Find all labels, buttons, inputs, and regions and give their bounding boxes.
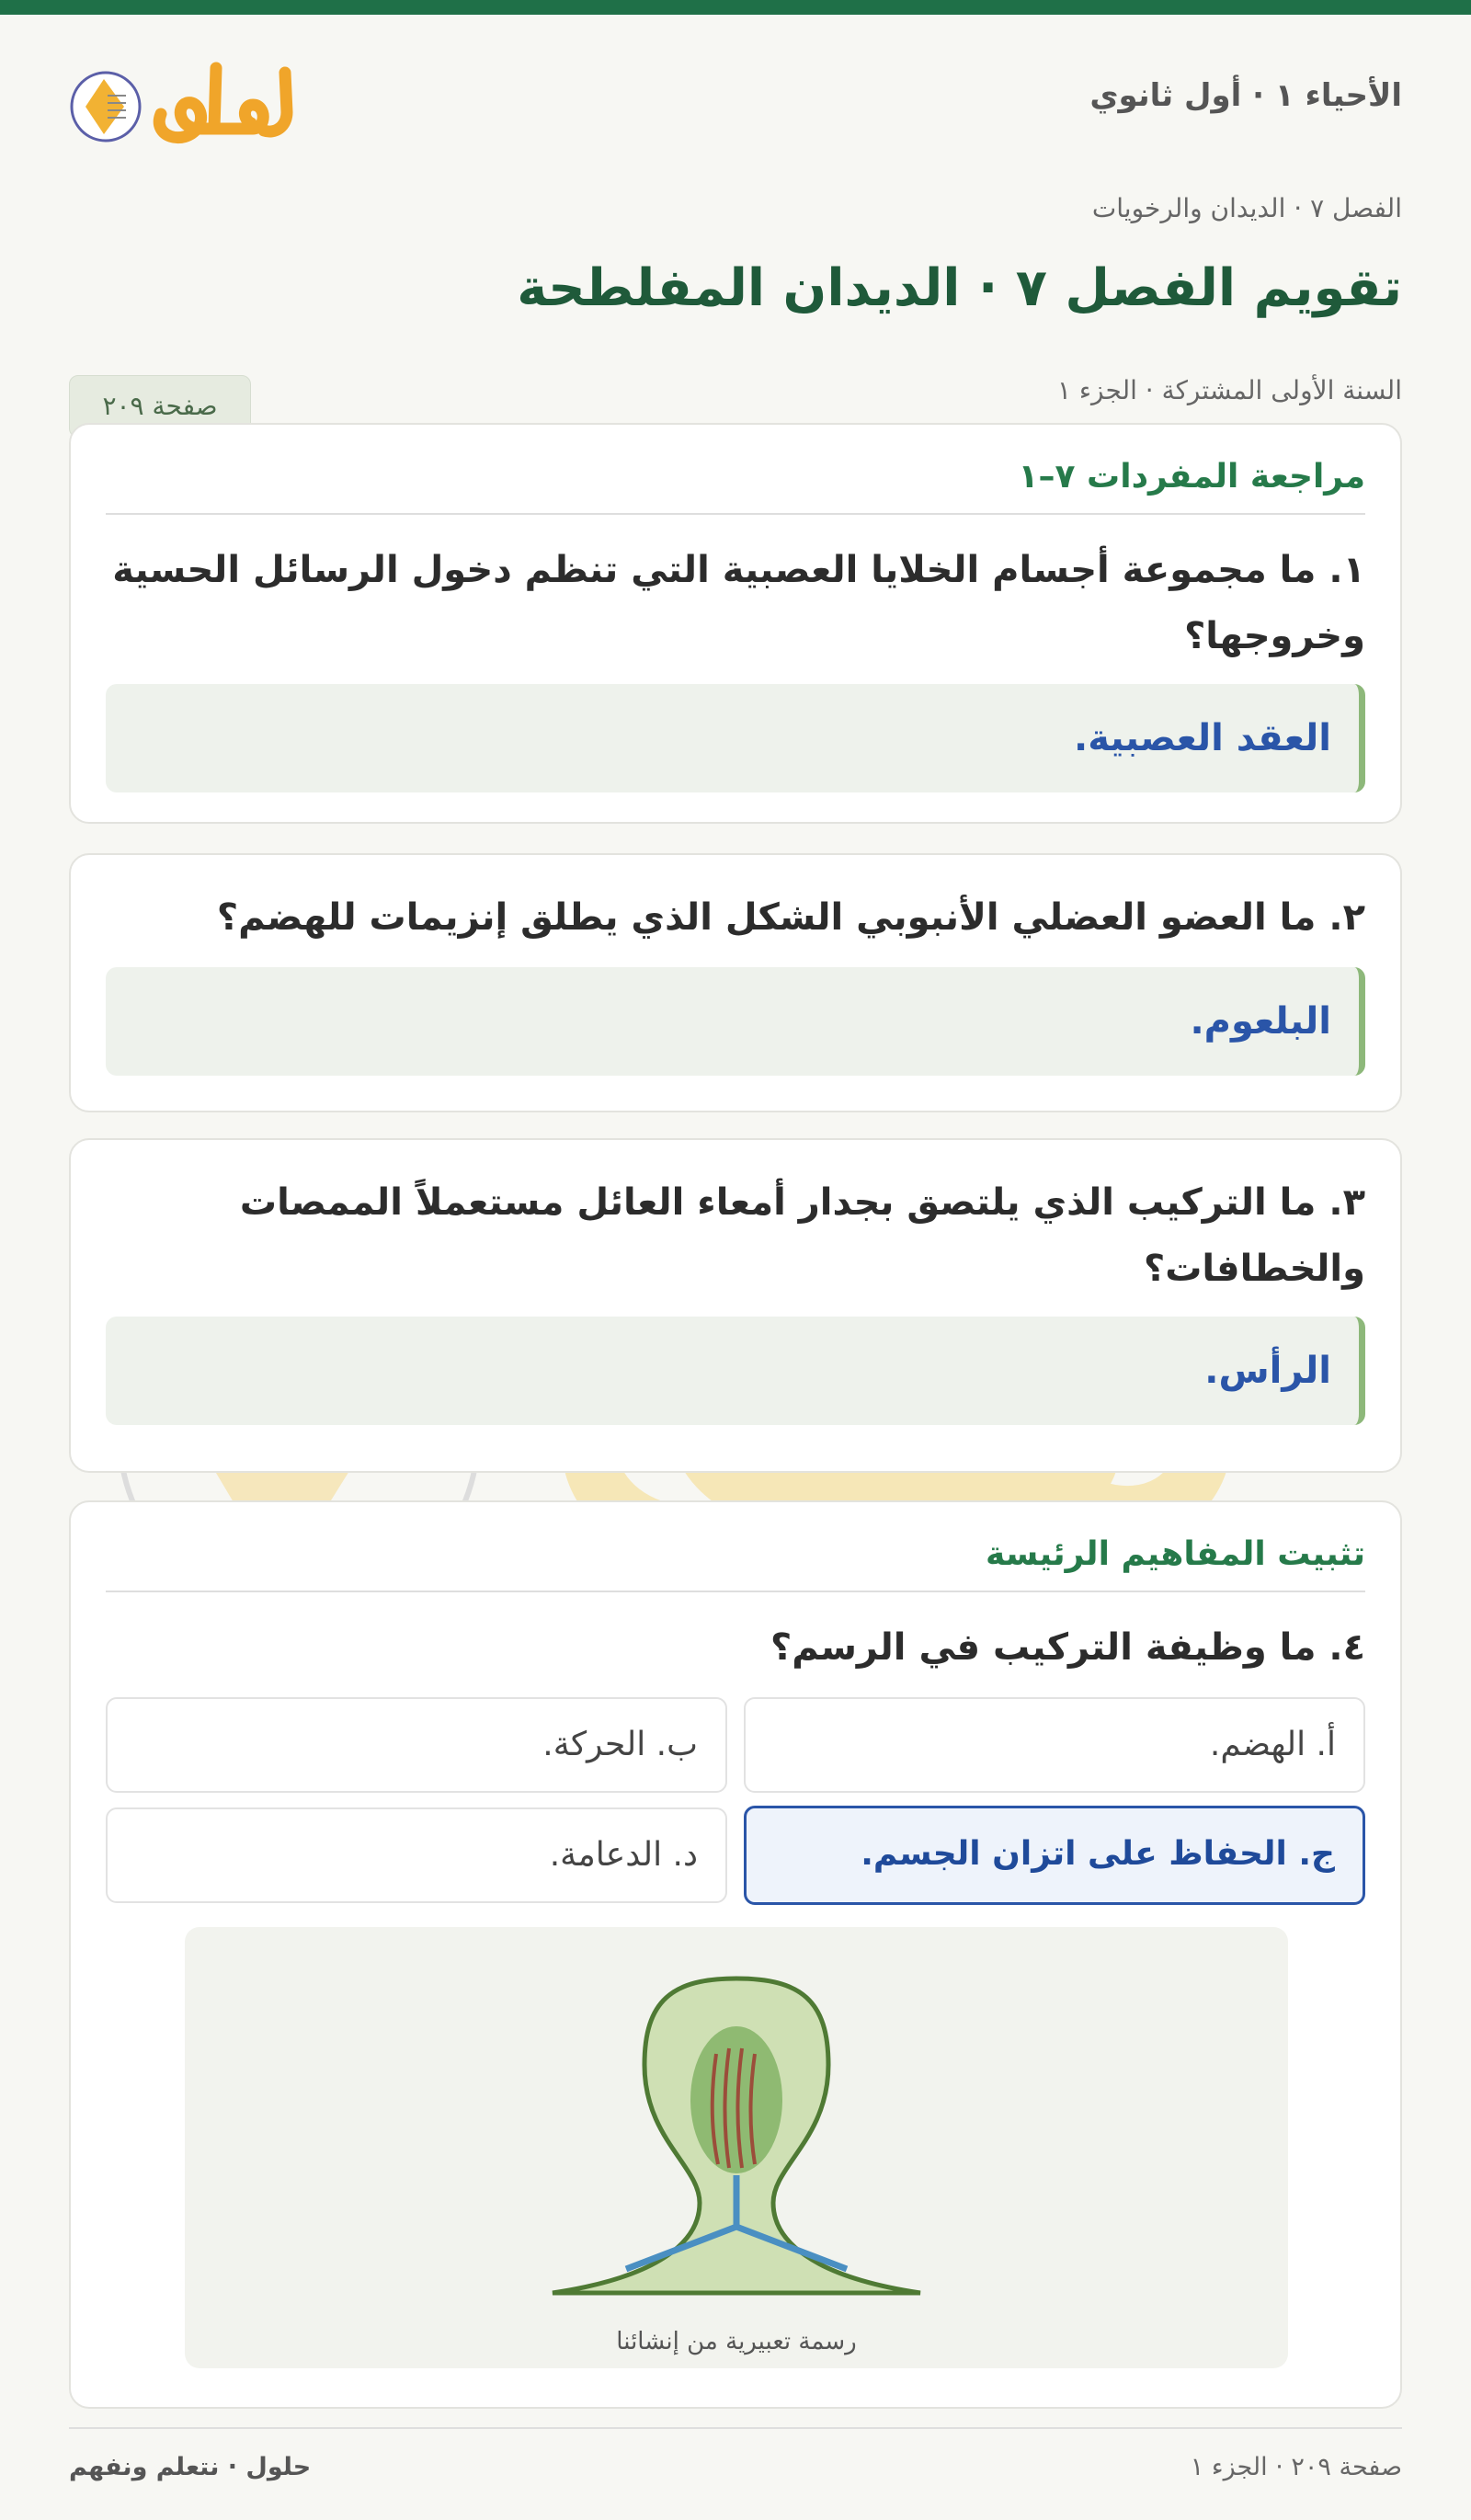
header [69, 15, 1402, 184]
vocab-question-3-card [69, 1138, 1402, 1473]
page-title: تقويم الفصل ٧ · الديدان المفلطحة [517, 258, 1402, 318]
option-a[interactable]: أ. الهضم. [744, 1697, 1365, 1793]
scolex-illustration [185, 1927, 1288, 2313]
page-number-badge: صفحة ٢٠٩ [69, 375, 251, 438]
footer-brand: حلول · نتعلم ونفهم [69, 2453, 312, 2481]
footer-divider [69, 2427, 1402, 2429]
divider [106, 513, 1365, 515]
page-meta [69, 336, 1402, 436]
divider [106, 1591, 1365, 1592]
breadcrumb[interactable]: الفصل ٧ · الديدان والرخويات [1091, 193, 1402, 223]
question-3: ٣. ما التركيب الذي يلتصق بجدار أمعاء العائل مستعملاً الممصات والخطافات؟ [239, 1181, 1365, 1290]
answer-1 [106, 684, 1365, 792]
year-label: السنة الأولى المشتركة · الجزء ١ [1056, 375, 1402, 405]
brand-logo[interactable] [69, 50, 317, 160]
answer-3-text: الرأس. [1204, 1350, 1331, 1392]
option-c-selected[interactable]: ج. الحفاظ على اتزان الجسم. [744, 1806, 1365, 1905]
section-title-concepts: تثبيت المفاهيم الرئيسة [985, 1535, 1365, 1573]
footer-page-info: صفحة ٢٠٩ · الجزء ١ [1190, 2453, 1402, 2481]
section-title-vocab: مراجعة المفردات ٧–١ [1018, 458, 1365, 496]
answer-3 [106, 1317, 1365, 1425]
structure-figure [185, 1927, 1288, 2368]
top-accent-bar [0, 0, 1471, 15]
vocab-question-1-card [69, 423, 1402, 824]
question-1: ١. ما مجموعة أجسام الخلايا العصبية التي تنظم دخول الرسائل الحسية وخروجها؟ [112, 549, 1365, 657]
answer-2-text: البلعوم. [1190, 1000, 1331, 1043]
figure-caption: رسمة تعبيرية من إنشائنا [616, 2328, 857, 2355]
concepts-card [69, 1500, 1402, 2409]
answer-2 [106, 967, 1365, 1076]
page [69, 15, 1402, 2355]
answer-1-text: العقد العصبية. [1074, 717, 1331, 759]
vocab-question-2-card [69, 853, 1402, 1112]
option-d[interactable]: د. الدعامة. [106, 1807, 727, 1903]
option-b[interactable]: ب. الحركة. [106, 1697, 727, 1793]
question-2: ٢. ما العضو العضلي الأنبوبي الشكل الذي يطلق إنزيمات للهضم؟ [216, 896, 1365, 939]
header-title: الأحياء ١ · أول ثانوي [1089, 77, 1402, 114]
question-4: ٤. ما وظيفة التركيب في الرسم؟ [770, 1626, 1365, 1669]
